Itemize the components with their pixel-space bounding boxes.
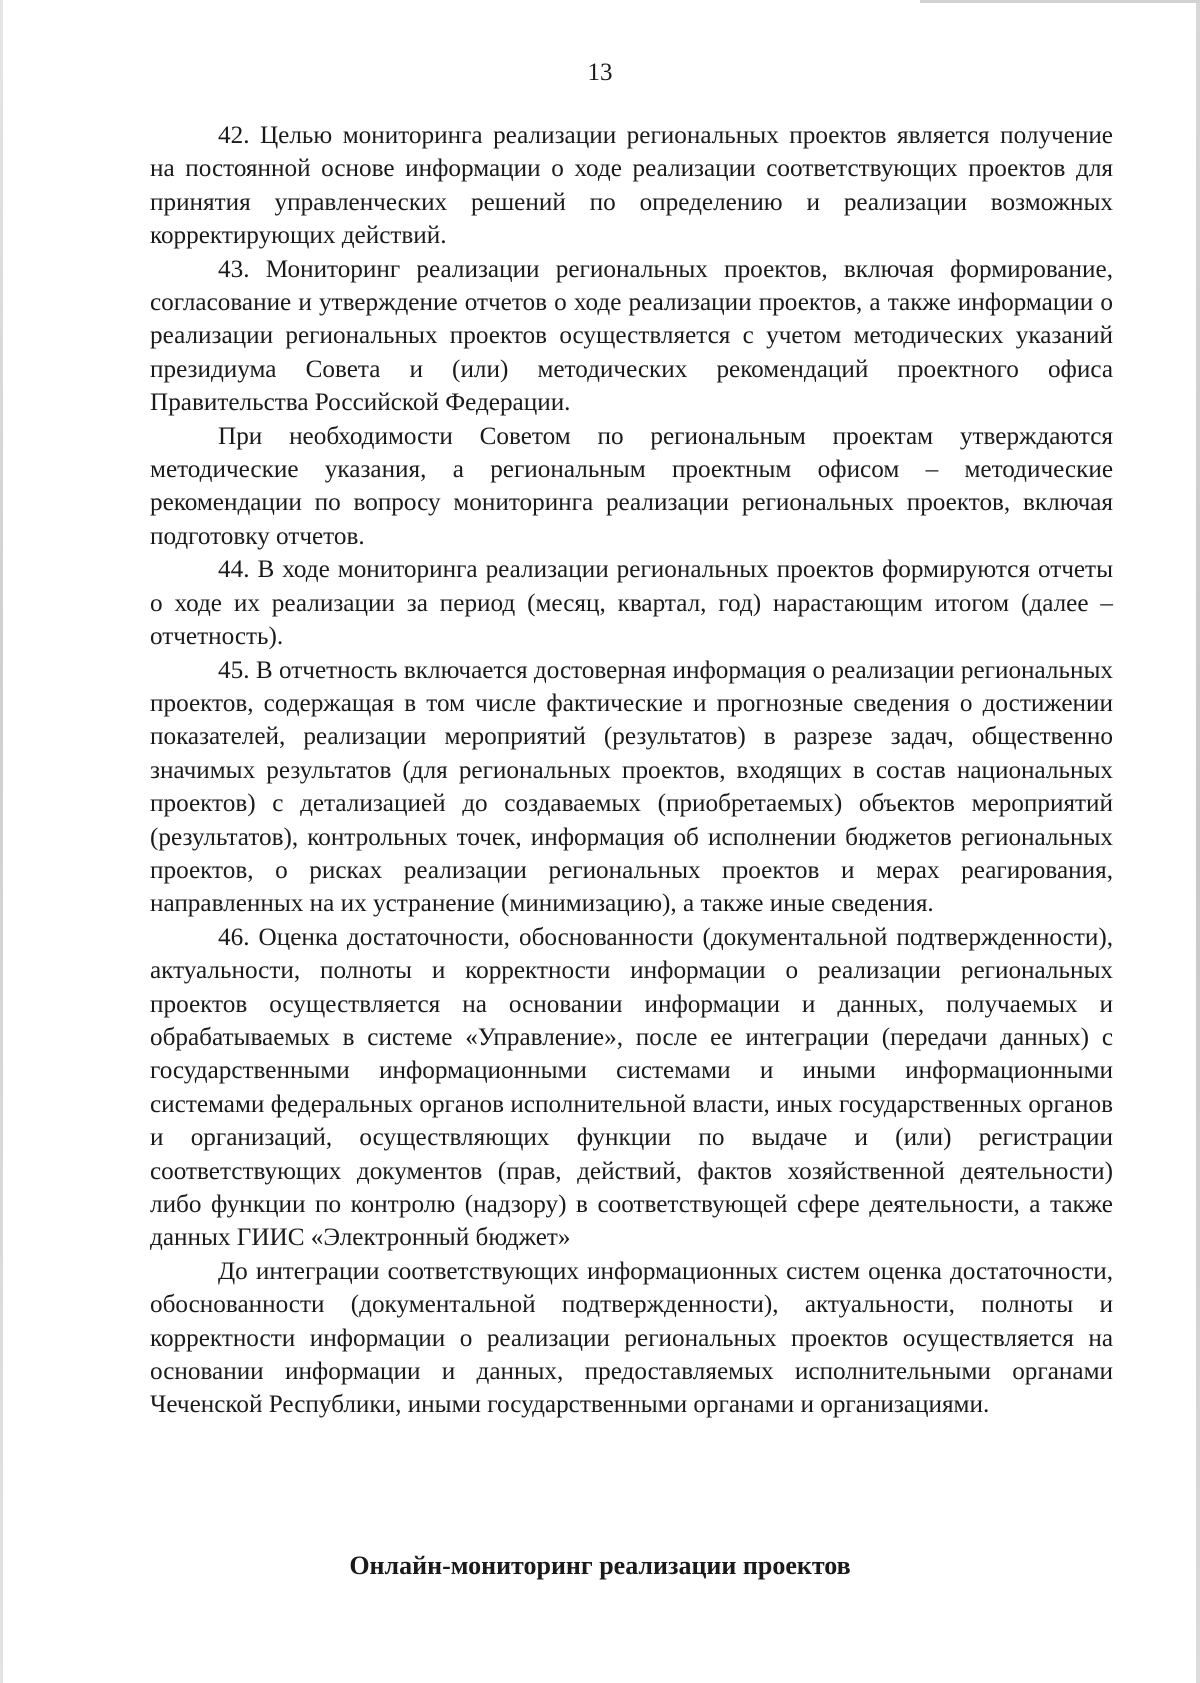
paragraph-43-continued: При необходимости Советом по региональным проектам утверждаются методические указания, а региональным проектным офисом – методические рекомендации по вопросу мониторинга реализации региональных проектов, включая подготовку отчетов. <box>150 422 1113 550</box>
section-heading: Онлайн-мониторинг реализации проектов <box>349 1551 851 1580</box>
paragraph-45: 45. В отчетность включается достоверная информация о реализации региональных проектов, содержащая в том числе фактические и прогнозные сведения о достижении показателей, реализации мероприятий (результатов) в разрезе задач, общественно значимых результатов (для региональных проектов, входящих в состав национальных проектов) с детализацией до создаваемых (приобретаемых) объектов мероприятий (результатов), контрольных точек, информация об исполнении бюджетов региональных проектов, о рисках реализации региональных проектов и мерах реагирования, направленных на их устранение (минимизацию), а также иные сведения. <box>150 656 1113 918</box>
paragraph-46: 46. Оценка достаточности, обоснованности (документальной подтвержденности), актуальности, полноты и корректности информации о реализации региональных проектов осуществляется на основании информации и данных, получаемых и обрабатываемых в системе «Управление», после ее интеграции (передачи данных) с государственными информационными системами и иными информационными системами федеральных органов исполнительной власти, иных государственных органов и организаций, осуществляющих функции по выдаче и (или) регистрации соответствующих документов (прав, действий, фактов хозяйственной деятельности) либо функции по контролю (надзору) в соответствующей сфере деятельности, а также данных ГИИС «Электронный бюджет» <box>150 923 1113 1252</box>
scan-edge-left <box>0 0 3 1683</box>
page-number: 13 <box>587 59 613 86</box>
scan-edge-top <box>920 0 1200 3</box>
paragraph-46-continued: До интеграции соответствующих информационных систем оценка достаточности, обоснованности (документальной подтвержденности), актуальности, полноты и корректности информации о реализации региональных проектов осуществляется на основании информации и данных, предоставляемых исполнительными органами Чеченской Республики, иными государственными органами и организациями. <box>150 1257 1113 1419</box>
scan-edge-right <box>1196 0 1200 1683</box>
paragraph-44: 44. В ходе мониторинга реализации региональных проектов формируются отчеты о ходе их реализации за период (месяц, квартал, год) нарастающим итогом (далее – отчетность). <box>150 556 1113 651</box>
document-body <box>150 119 1113 1422</box>
paragraph-43: 43. Мониторинг реализации региональных проектов, включая формирование, согласование и утверждение отчетов о ходе реализации проектов, а также информации о реализации региональных проектов осуществляется с учетом методических указаний президиума Совета и (или) методических рекомендаций проектного офиса Правительства Российской Федерации. <box>150 255 1113 417</box>
paragraph-42: 42. Целью мониторинга реализации региональных проектов является получение на постоянной основе информации о ходе реализации соответствующих проектов для принятия управленческих решений по определению и реализации возможных корректирующих действий. <box>150 122 1113 250</box>
